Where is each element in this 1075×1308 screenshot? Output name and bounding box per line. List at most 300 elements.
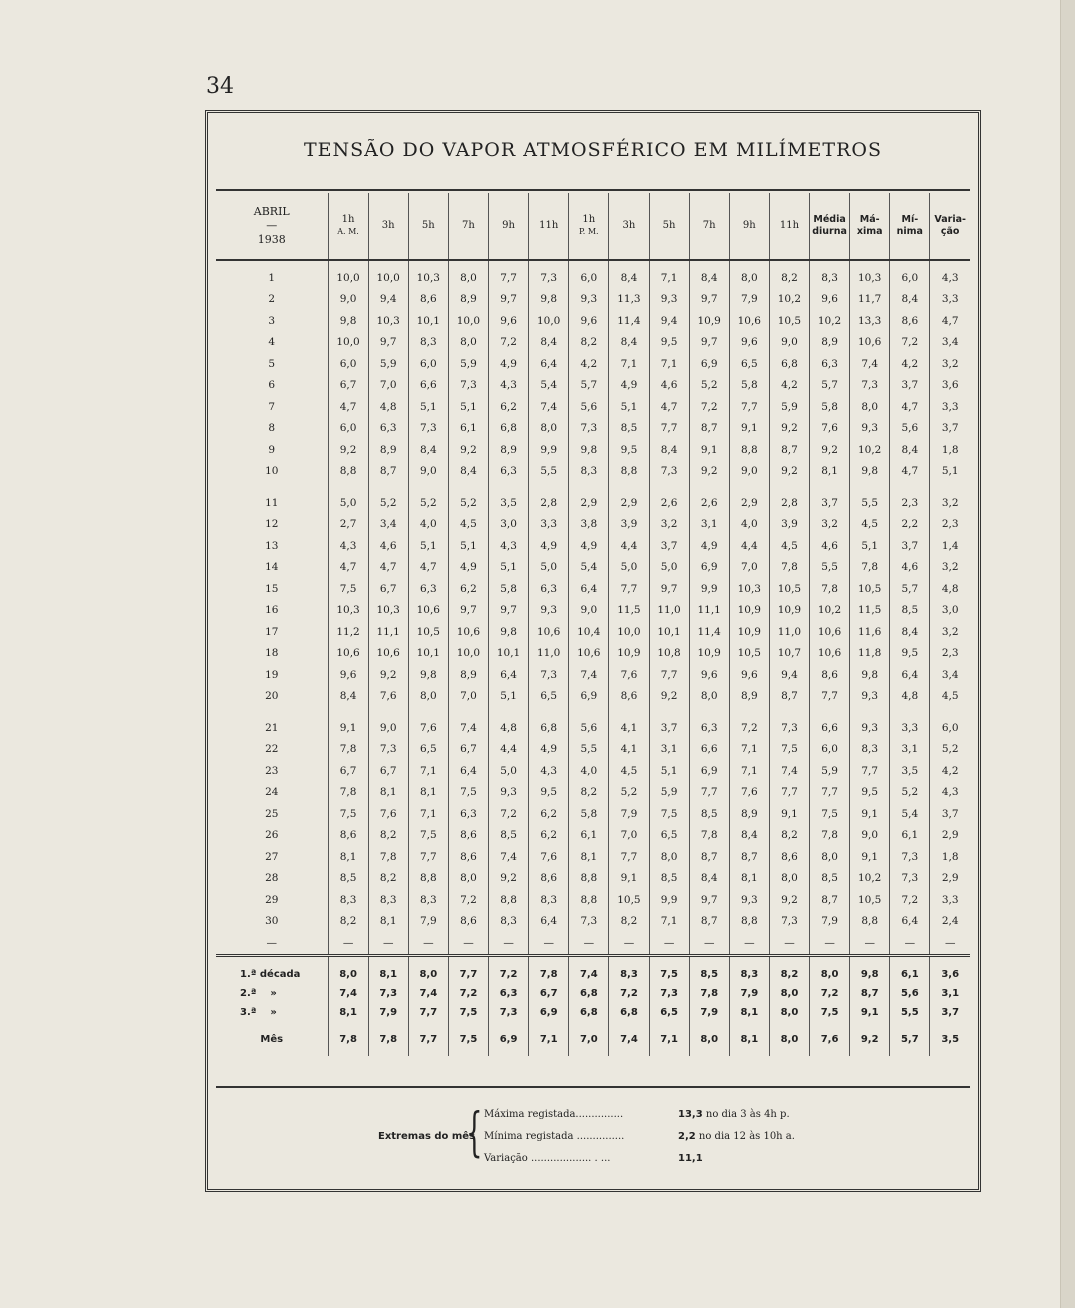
day-cell: 19 (265, 668, 279, 681)
value-cell: 4,6 (890, 557, 930, 579)
value-cell: 9,8 (850, 461, 890, 483)
value-cell: 8,2 (328, 911, 368, 933)
value-cell: 9,7 (448, 600, 488, 622)
header-col-bottom: nima (896, 226, 923, 237)
value-cell: 5,7 (810, 375, 850, 397)
value-cell: 9,2 (769, 461, 809, 483)
value-cell: 11,7 (850, 289, 890, 311)
summary-value: 8,0 (810, 956, 850, 985)
page-title: TENSÃO DO VAPOR ATMOSFÉRICO EM MILÍMETROS (304, 139, 882, 161)
value-cell: 8,3 (810, 260, 850, 289)
value-cell: 6,7 (368, 760, 408, 782)
summary-value: 6,3 (489, 984, 529, 1003)
summary-value: 8,0 (328, 956, 368, 985)
value-cell: 3,7 (930, 418, 970, 440)
table-row (216, 375, 970, 397)
summary-value: 8,1 (729, 1003, 769, 1022)
table-row (216, 482, 970, 514)
value-cell: 5,0 (649, 557, 689, 579)
value-cell: 7,6 (368, 686, 408, 708)
value-cell: 4,8 (368, 396, 408, 418)
value-cell: 6,1 (890, 825, 930, 847)
value-cell: 7,3 (529, 664, 569, 686)
value-cell: 6,7 (328, 760, 368, 782)
max-label: Máxima registada............... (484, 1109, 624, 1120)
value-cell: 10,0 (609, 621, 649, 643)
variation-value: 11,1 (678, 1153, 703, 1164)
value-cell: 6,0 (328, 353, 368, 375)
value-cell: 7,7 (810, 686, 850, 708)
value-cell: 5,4 (569, 557, 609, 579)
value-cell: 11,5 (609, 600, 649, 622)
value-cell: 9,0 (328, 289, 368, 311)
value-cell: 5,0 (529, 557, 569, 579)
value-cell: 7,4 (489, 846, 529, 868)
value-cell: 9,9 (649, 889, 689, 911)
value-cell: 7,3 (569, 418, 609, 440)
value-cell: 10,5 (850, 578, 890, 600)
value-cell: 3,1 (890, 739, 930, 761)
value-cell: 8,8 (609, 461, 649, 483)
dash-cell: — (328, 932, 368, 956)
table-row (216, 664, 970, 686)
summary-value: 7,5 (810, 1003, 850, 1022)
value-cell: 4,3 (930, 782, 970, 804)
value-cell: 6,4 (529, 353, 569, 375)
value-cell: 4,7 (328, 557, 368, 579)
value-cell: 6,7 (368, 578, 408, 600)
value-cell: 7,2 (448, 889, 488, 911)
value-cell: 9,6 (729, 664, 769, 686)
value-cell: 7,5 (328, 578, 368, 600)
summary-value: 7,7 (408, 1022, 448, 1056)
value-cell: 8,9 (729, 686, 769, 708)
value-cell: 8,0 (408, 686, 448, 708)
value-cell: 9,1 (609, 868, 649, 890)
value-cell: 5,2 (448, 482, 488, 514)
value-cell: 8,5 (689, 803, 729, 825)
value-cell: 10,0 (529, 310, 569, 332)
value-cell: 2,4 (930, 911, 970, 933)
value-cell: 2,9 (569, 482, 609, 514)
variation-entry (678, 1153, 703, 1164)
summary-value: 7,8 (529, 956, 569, 985)
value-cell: 8,6 (529, 868, 569, 890)
summary-value: 3,6 (930, 956, 970, 985)
value-cell: 8,6 (810, 664, 850, 686)
summary-value: 8,3 (609, 956, 649, 985)
value-cell: 9,3 (649, 289, 689, 311)
value-cell: 3,7 (649, 707, 689, 739)
value-cell: 5,1 (930, 461, 970, 483)
value-cell: 7,2 (890, 889, 930, 911)
value-cell: 11,0 (649, 600, 689, 622)
header-col (810, 193, 850, 260)
value-cell: 9,3 (489, 782, 529, 804)
header-col-top: 5h (421, 220, 435, 231)
value-cell: 8,7 (769, 686, 809, 708)
value-cell: 4,7 (328, 396, 368, 418)
header-col (850, 193, 890, 260)
brace-glyph: { (466, 1103, 483, 1163)
value-cell: 7,7 (810, 782, 850, 804)
value-cell: 8,9 (448, 664, 488, 686)
value-cell: 10,6 (729, 310, 769, 332)
value-cell: 8,9 (729, 803, 769, 825)
value-cell: 5,1 (489, 557, 529, 579)
value-cell: 7,9 (609, 803, 649, 825)
value-cell: 11,5 (850, 600, 890, 622)
min-label: Mínima registada ............... (484, 1131, 625, 1142)
value-cell: 3,8 (569, 514, 609, 536)
header-year: 1938 (257, 233, 286, 246)
header-col-top: 3h (622, 220, 636, 231)
value-cell: 7,6 (408, 707, 448, 739)
monthly-extremes (208, 1103, 984, 1173)
value-cell: 4,3 (328, 535, 368, 557)
value-cell: 6,9 (569, 686, 609, 708)
value-cell: 7,4 (529, 396, 569, 418)
dash-cell: — (729, 932, 769, 956)
day-cell: 27 (265, 850, 279, 863)
summary-value: 7,9 (368, 1003, 408, 1022)
value-cell: 10,2 (810, 310, 850, 332)
value-cell: 2,3 (930, 643, 970, 665)
dash-cell: — (649, 932, 689, 956)
header-col-top: 1h (341, 214, 355, 225)
summary-value: 7,9 (729, 984, 769, 1003)
day-cell: 20 (265, 690, 279, 703)
value-cell: 10,0 (328, 260, 368, 289)
value-cell: 9,0 (569, 600, 609, 622)
value-cell: 5,8 (810, 396, 850, 418)
value-cell: 9,6 (489, 310, 529, 332)
summary-value: 7,2 (810, 984, 850, 1003)
summary-value: 6,8 (569, 1003, 609, 1022)
value-cell: 4,3 (489, 375, 529, 397)
value-cell: 8,4 (890, 621, 930, 643)
summary-value: 8,0 (408, 956, 448, 985)
value-cell: 10,5 (609, 889, 649, 911)
value-cell: 9,2 (810, 439, 850, 461)
value-cell: 6,9 (689, 760, 729, 782)
value-cell: 3,0 (489, 514, 529, 536)
value-cell: 4,7 (890, 461, 930, 483)
value-cell: 3,2 (810, 514, 850, 536)
value-cell: 6,9 (689, 353, 729, 375)
day-cell: 30 (265, 915, 279, 928)
dash-cell: — (609, 932, 649, 956)
value-cell: 8,4 (408, 439, 448, 461)
day-cell: 26 (265, 829, 279, 842)
dash-cell: — (569, 932, 609, 956)
value-cell: 8,7 (769, 439, 809, 461)
value-cell: 9,7 (689, 889, 729, 911)
value-cell: 8,4 (529, 332, 569, 354)
header-col-bottom: xima (856, 226, 883, 237)
value-cell: 4,1 (609, 739, 649, 761)
value-cell: 6,2 (489, 396, 529, 418)
summary-value: 8,0 (769, 1022, 809, 1056)
value-cell: 3,3 (890, 707, 930, 739)
value-cell: 7,1 (729, 760, 769, 782)
value-cell: 13,3 (850, 310, 890, 332)
value-cell: 11,3 (609, 289, 649, 311)
value-cell: 8,9 (448, 289, 488, 311)
value-cell: 7,7 (649, 664, 689, 686)
day-cell: 14 (265, 561, 279, 574)
value-cell: 9,7 (689, 289, 729, 311)
header-col-top: Mí- (901, 214, 919, 225)
value-cell: 10,5 (408, 621, 448, 643)
header-month-year (216, 193, 328, 260)
dash-cell: — (368, 932, 408, 956)
summary-value: 7,1 (529, 1022, 569, 1056)
value-cell: 7,8 (810, 825, 850, 847)
value-cell: 5,1 (408, 535, 448, 557)
value-cell: 8,5 (489, 825, 529, 847)
value-cell: 11,8 (850, 643, 890, 665)
value-cell: 6,0 (810, 739, 850, 761)
day-cell: 16 (265, 604, 279, 617)
value-cell: 4,6 (368, 535, 408, 557)
value-cell: 2,9 (930, 825, 970, 847)
value-cell: 6,4 (569, 578, 609, 600)
value-cell: 10,3 (850, 260, 890, 289)
value-cell: 4,9 (689, 535, 729, 557)
header-col-top: 7h (462, 220, 475, 231)
value-cell: 10,2 (810, 600, 850, 622)
header-col-top: 1h (582, 214, 596, 225)
value-cell: 2,8 (769, 482, 809, 514)
value-cell: 10,3 (368, 310, 408, 332)
value-cell: 9,2 (328, 439, 368, 461)
table-row (216, 439, 970, 461)
value-cell: 8,0 (729, 260, 769, 289)
value-cell: 4,0 (408, 514, 448, 536)
value-cell: 10,6 (850, 332, 890, 354)
value-cell: 8,6 (609, 686, 649, 708)
summary-value: 5,7 (890, 1022, 930, 1056)
value-cell: 4,8 (890, 686, 930, 708)
header-month: ABRIL (253, 205, 290, 218)
value-cell: 11,2 (328, 621, 368, 643)
value-cell: 9,3 (529, 600, 569, 622)
dash-cell: — (408, 932, 448, 956)
summary-value: 6,8 (569, 984, 609, 1003)
value-cell: 7,2 (689, 396, 729, 418)
summary-value: 3,7 (930, 1003, 970, 1022)
value-cell: 7,1 (408, 803, 448, 825)
value-cell: 9,2 (368, 664, 408, 686)
value-cell: 9,2 (769, 418, 809, 440)
value-cell: 8,2 (368, 825, 408, 847)
value-cell: 8,3 (328, 889, 368, 911)
value-cell: 9,8 (569, 439, 609, 461)
value-cell: 5,1 (609, 396, 649, 418)
day-cell: 11 (265, 496, 279, 509)
value-cell: 8,1 (569, 846, 609, 868)
summary-value: 3,5 (930, 1022, 970, 1056)
table-row (216, 621, 970, 643)
table-row (216, 868, 970, 890)
value-cell: 5,8 (569, 803, 609, 825)
dash-cell: — (448, 932, 488, 956)
value-cell: 7,9 (810, 911, 850, 933)
table-row (216, 578, 970, 600)
value-cell: 6,1 (569, 825, 609, 847)
value-cell: 7,7 (769, 782, 809, 804)
value-cell: 5,5 (810, 557, 850, 579)
table-row (216, 846, 970, 868)
value-cell: 7,9 (408, 911, 448, 933)
value-cell: 6,3 (689, 707, 729, 739)
summary-value: 8,7 (850, 984, 890, 1003)
value-cell: 9,8 (408, 664, 448, 686)
summary-value: 7,1 (649, 1022, 689, 1056)
value-cell: 2,9 (609, 482, 649, 514)
header-col-top: 7h (702, 220, 716, 231)
value-cell: 4,5 (930, 686, 970, 708)
value-cell: 1,8 (930, 846, 970, 868)
value-cell: 4,4 (729, 535, 769, 557)
value-cell: 9,4 (649, 310, 689, 332)
value-cell: 7,2 (489, 803, 529, 825)
value-cell: 8,5 (609, 418, 649, 440)
value-cell: 7,3 (649, 461, 689, 483)
summary-row (216, 1022, 970, 1056)
value-cell: 6,3 (368, 418, 408, 440)
header-col (930, 193, 970, 260)
min-entry (678, 1131, 795, 1142)
value-cell: 9,6 (328, 664, 368, 686)
value-cell: 9,2 (689, 461, 729, 483)
value-cell: 8,4 (890, 439, 930, 461)
value-cell: 8,1 (810, 461, 850, 483)
value-cell: 9,1 (689, 439, 729, 461)
value-cell: 3,0 (930, 600, 970, 622)
min-text: no dia 12 às 10h a. (698, 1131, 795, 1142)
value-cell: 8,5 (890, 600, 930, 622)
value-cell: 4,5 (609, 760, 649, 782)
value-cell: 5,8 (729, 375, 769, 397)
summary-value: 8,0 (769, 984, 809, 1003)
summary-label: 1.ª década (216, 956, 328, 985)
value-cell: 9,3 (850, 418, 890, 440)
value-cell: 8,7 (689, 846, 729, 868)
value-cell: 10,9 (729, 621, 769, 643)
header-col-bottom: ção (940, 226, 960, 237)
header-col (729, 193, 769, 260)
value-cell: 7,1 (649, 353, 689, 375)
value-cell: 4,8 (489, 707, 529, 739)
value-cell: 7,0 (448, 686, 488, 708)
value-cell: 11,0 (769, 621, 809, 643)
value-cell: 10,5 (850, 889, 890, 911)
day-cell: 8 (268, 422, 276, 435)
value-cell: 7,3 (769, 911, 809, 933)
value-cell: 8,4 (689, 260, 729, 289)
day-cell: 2 (268, 293, 276, 306)
value-cell: 8,4 (609, 332, 649, 354)
value-cell: 7,0 (368, 375, 408, 397)
value-cell: 5,2 (368, 482, 408, 514)
value-cell: 8,4 (689, 868, 729, 890)
value-cell: 8,6 (890, 310, 930, 332)
header-col-top: 9h (742, 220, 756, 231)
value-cell: 9,8 (850, 664, 890, 686)
value-cell: 7,0 (729, 557, 769, 579)
value-cell: 7,8 (769, 557, 809, 579)
value-cell: 9,1 (328, 707, 368, 739)
summary-value: 7,8 (328, 1022, 368, 1056)
value-cell: 10,6 (328, 643, 368, 665)
value-cell: 10,2 (769, 289, 809, 311)
value-cell: 6,3 (529, 578, 569, 600)
value-cell: 9,6 (689, 664, 729, 686)
value-cell: 9,0 (368, 707, 408, 739)
table-row (216, 557, 970, 579)
value-cell: 8,2 (769, 825, 809, 847)
summary-value: 7,6 (810, 1022, 850, 1056)
value-cell: 8,7 (689, 911, 729, 933)
dash-cell: — (930, 932, 970, 956)
value-cell: 9,3 (850, 707, 890, 739)
value-cell: 3,2 (930, 353, 970, 375)
value-cell: 8,6 (408, 289, 448, 311)
value-cell: 7,8 (368, 846, 408, 868)
value-cell: 8,1 (368, 911, 408, 933)
value-cell: 8,0 (769, 868, 809, 890)
value-cell: 8,3 (850, 739, 890, 761)
value-cell: 10,6 (810, 643, 850, 665)
value-cell: 8,4 (609, 260, 649, 289)
value-cell: 8,7 (689, 418, 729, 440)
day-cell: 21 (265, 721, 279, 734)
value-cell: 5,1 (850, 535, 890, 557)
day-cell: 13 (265, 539, 279, 552)
value-cell: 6,0 (569, 260, 609, 289)
value-cell: 10,0 (328, 332, 368, 354)
summary-value: 7,3 (489, 1003, 529, 1022)
value-cell: 10,9 (729, 600, 769, 622)
value-cell: 9,2 (769, 889, 809, 911)
value-cell: 7,3 (529, 260, 569, 289)
value-cell: 6,2 (448, 578, 488, 600)
value-cell: 8,8 (408, 868, 448, 890)
value-cell: 6,0 (408, 353, 448, 375)
value-cell: 2,2 (890, 514, 930, 536)
value-cell: 5,2 (689, 375, 729, 397)
summary-value: 7,8 (689, 984, 729, 1003)
value-cell: 7,3 (569, 911, 609, 933)
value-cell: 7,8 (810, 578, 850, 600)
value-cell: 6,4 (890, 911, 930, 933)
value-cell: 4,5 (769, 535, 809, 557)
header-col-top: 9h (502, 220, 515, 231)
summary-row (216, 956, 970, 985)
value-cell: 6,6 (689, 739, 729, 761)
summary-value: 8,1 (729, 1022, 769, 1056)
value-cell: 10,3 (368, 600, 408, 622)
value-cell: 4,8 (930, 578, 970, 600)
value-cell: 9,5 (850, 782, 890, 804)
value-cell: 4,2 (890, 353, 930, 375)
value-cell: 7,4 (569, 664, 609, 686)
value-cell: 8,8 (729, 439, 769, 461)
value-cell: 7,1 (649, 911, 689, 933)
value-cell: 3,3 (529, 514, 569, 536)
